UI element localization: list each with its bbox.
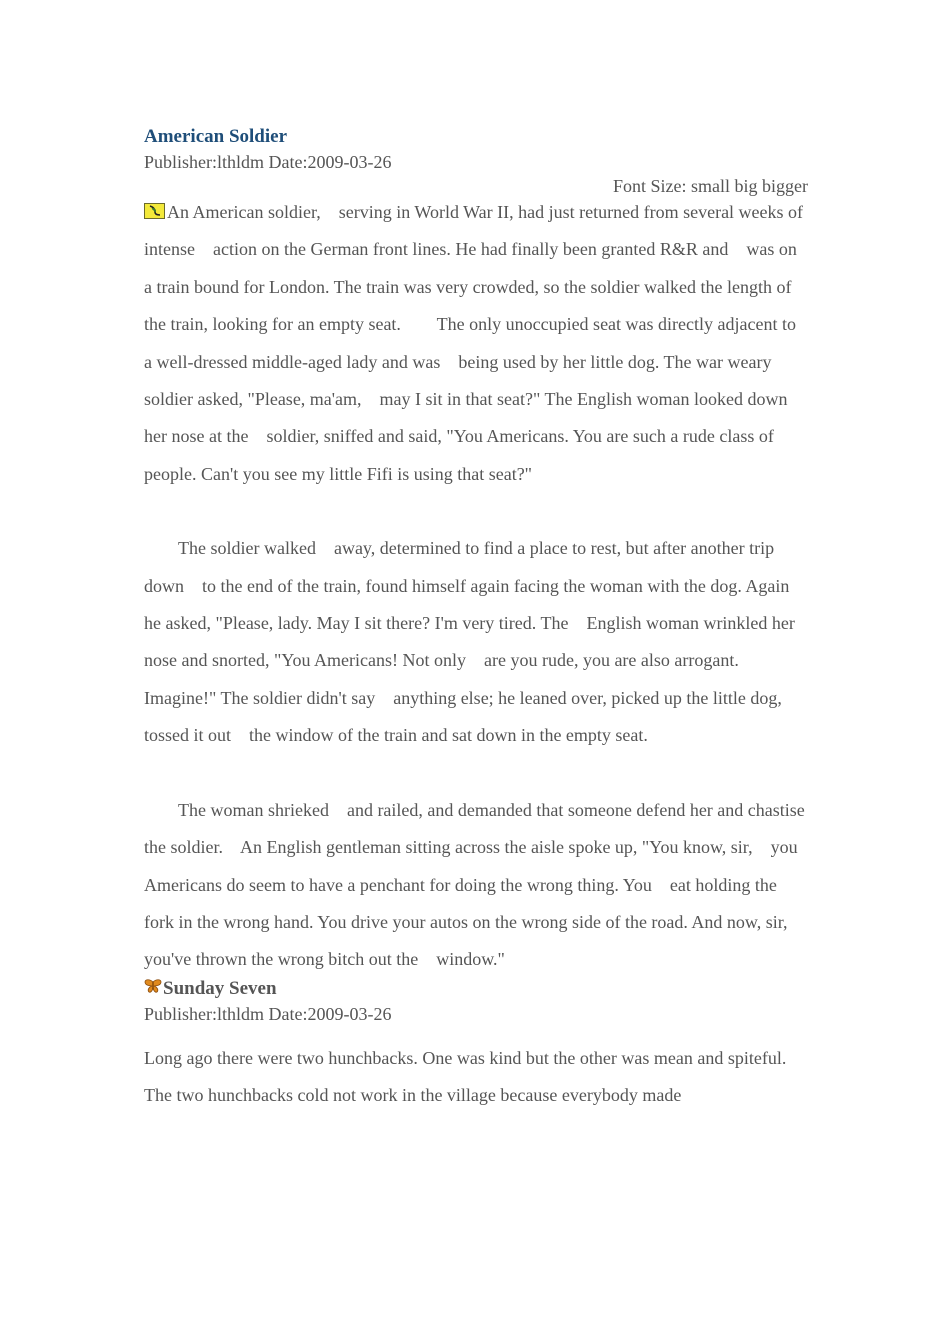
section-title-text: Sunday Seven — [163, 977, 277, 999]
date-label: Date: — [268, 152, 308, 172]
butterfly-icon — [144, 975, 162, 989]
font-size-big-link[interactable]: big — [734, 176, 758, 196]
publish-date: 2009-03-26 — [307, 152, 392, 172]
publisher-label: Publisher: — [144, 1003, 218, 1024]
article-meta — [144, 150, 808, 174]
publisher-name: lthldm — [217, 152, 265, 172]
paragraph-text: The woman shrieked and railed, and demanded that someone defend her and chastise the soldier. An English gentleman sitting across the aisle spoke up, "You know, sir, you Americans do seem to have a penchant for doing the wrong thing. You eat holding the fork in the wrong hand. You drive your autos on the wrong side of the road. And now, sir, you've thrown the wrong bitch out the window." — [144, 799, 810, 970]
font-size-bigger-link[interactable]: bigger — [762, 176, 808, 196]
section-paragraph: Long ago there were two hunchbacks. One was kind but the other was mean and spiteful. The two hunchbacks cold not work in the village because everybody made — [144, 1047, 787, 1106]
page-content — [144, 124, 808, 1115]
leaf-icon — [144, 203, 165, 219]
publisher-name: lthldm — [217, 1003, 265, 1024]
paragraph-text: The soldier walked away, determined to find a place to rest, but after another trip down to the end of the train, found himself again facing the woman with the dog. Again he asked, "Please, lady. May I sit there? I'm very tired. The English woman wrinkled her nose and snorted, "You Americans! Not only are you rude, you are also arrogant. Imagine!" The soldier didn't say anything else; he leaned over, picked up the little dog, tossed it out the window of the train and sat down in the empty seat. — [144, 538, 800, 746]
article-paragraph-1 — [144, 194, 808, 493]
article-title: American Soldier — [144, 126, 288, 147]
section-title — [144, 975, 808, 1002]
publisher-label: Publisher: — [144, 152, 218, 172]
font-size-small-link[interactable]: small — [691, 176, 730, 196]
paragraph-gap — [144, 755, 808, 792]
section-meta — [144, 1002, 808, 1026]
article-paragraph-2 — [144, 530, 808, 754]
date-label: Date: — [268, 1003, 308, 1024]
font-size-label: Font Size: — [612, 176, 687, 196]
paragraph-gap — [144, 493, 808, 530]
publish-date: 2009-03-26 — [307, 1003, 392, 1024]
article-paragraph-3 — [144, 792, 808, 979]
paragraph-text: An American soldier, serving in World War II, had just returned from several weeks of intense action on the German front lines. He had finally been granted R&R and was on a train bound for London. The train was very crowded, so the soldier walked the length of the train, looking for an empty seat. The only unoccupied seat was directly adjacent to a well-dressed middle-aged lady and was being used by her little dog. The war weary soldier asked, "Please, ma'am, may I sit in that seat?" The English woman looked down her nose at the soldier, sniffed and said, "You Americans. You are such a rude class of people. Can't you see my little Fifi is using that seat?" — [144, 202, 808, 484]
